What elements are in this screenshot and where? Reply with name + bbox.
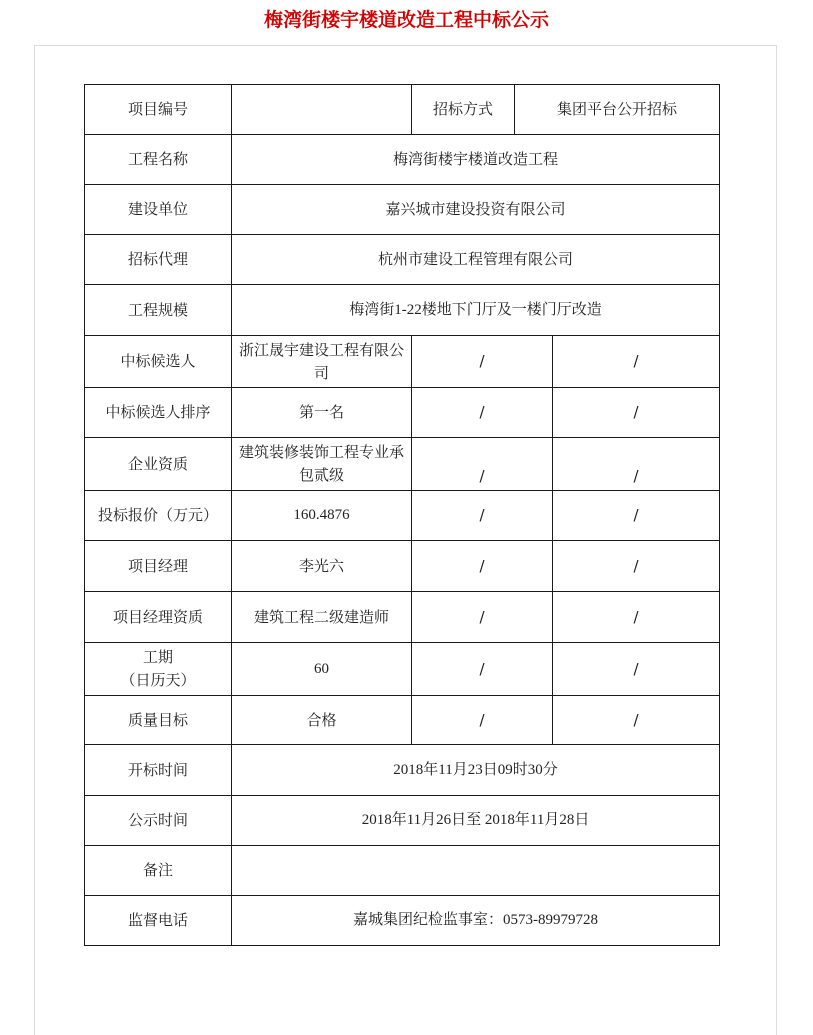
page-title: 梅湾街楼宇楼道改造工程中标公示 [263, 9, 549, 31]
ranking-2: / [412, 388, 553, 438]
qualification-3: / [553, 438, 720, 491]
duration-label-line2: （日历天） [120, 671, 196, 689]
duration-2: / [412, 643, 553, 696]
manager-label: 项目经理 [85, 541, 232, 592]
manager-2: / [412, 541, 553, 592]
bid-method-value: 集团平台公开招标 [515, 85, 720, 135]
manager-3: / [553, 541, 720, 592]
table-row [85, 796, 720, 846]
project-name-value: 梅湾街楼宇楼道改造工程 [232, 135, 720, 185]
table-row [85, 491, 720, 541]
table-row [85, 438, 720, 491]
table-row [85, 135, 720, 185]
table-row [85, 541, 720, 592]
manager-qual-2: / [412, 592, 553, 643]
duration-label [85, 643, 232, 696]
qualification-2: / [412, 438, 553, 491]
table-row [85, 85, 720, 135]
price-1: 160.4876 [232, 491, 412, 541]
quality-2: / [412, 696, 553, 745]
ranking-3: / [553, 388, 720, 438]
owner-label: 建设单位 [85, 185, 232, 235]
ranking-1: 第一名 [232, 388, 412, 438]
duration-3: / [553, 643, 720, 696]
table-row [85, 846, 720, 896]
qualification-1: 建筑装修装饰工程专业承包贰级 [232, 438, 412, 491]
bid-method-label: 招标方式 [412, 85, 515, 135]
table-row [85, 896, 720, 946]
bid-announcement-table [84, 84, 720, 946]
quality-label: 质量目标 [85, 696, 232, 745]
table-row [85, 696, 720, 745]
table-row [85, 745, 720, 796]
price-label: 投标报价（万元） [85, 491, 232, 541]
agent-label: 招标代理 [85, 235, 232, 285]
project-no-value [232, 85, 412, 135]
scale-value: 梅湾街1-22楼地下门厅及一楼门厅改造 [232, 285, 720, 336]
table-row [85, 336, 720, 388]
price-2: / [412, 491, 553, 541]
scale-label: 工程规模 [85, 285, 232, 336]
candidate-2: / [412, 336, 553, 388]
project-no-label: 项目编号 [85, 85, 232, 135]
manager-qual-1: 建筑工程二级建造师 [232, 592, 412, 643]
candidate-label: 中标候选人 [85, 336, 232, 388]
table-row [85, 235, 720, 285]
table-row [85, 185, 720, 235]
table-row [85, 285, 720, 336]
candidate-3: / [553, 336, 720, 388]
manager-qual-3: / [553, 592, 720, 643]
hotline-label: 监督电话 [85, 896, 232, 946]
open-time-label: 开标时间 [85, 745, 232, 796]
manager-qual-label: 项目经理资质 [85, 592, 232, 643]
publicity-label: 公示时间 [85, 796, 232, 846]
owner-value: 嘉兴城市建设投资有限公司 [232, 185, 720, 235]
project-name-label: 工程名称 [85, 135, 232, 185]
publicity-value: 2018年11月26日至 2018年11月28日 [232, 796, 720, 846]
manager-1: 李光六 [232, 541, 412, 592]
agent-value: 杭州市建设工程管理有限公司 [232, 235, 720, 285]
quality-3: / [553, 696, 720, 745]
remark-value [232, 846, 720, 896]
price-3: / [553, 491, 720, 541]
remark-label: 备注 [85, 846, 232, 896]
table-row [85, 592, 720, 643]
candidate-1: 浙江晟宇建设工程有限公司 [232, 336, 412, 388]
table-row [85, 643, 720, 696]
duration-label-line1: 工期 [142, 648, 173, 666]
duration-1: 60 [232, 643, 412, 696]
open-time-value: 2018年11月23日09时30分 [232, 745, 720, 796]
hotline-value: 嘉城集团纪检监事室：0573-89979728 [232, 896, 720, 946]
table-row [85, 388, 720, 438]
ranking-label: 中标候选人排序 [85, 388, 232, 438]
qualification-label: 企业资质 [85, 438, 232, 491]
quality-1: 合格 [232, 696, 412, 745]
